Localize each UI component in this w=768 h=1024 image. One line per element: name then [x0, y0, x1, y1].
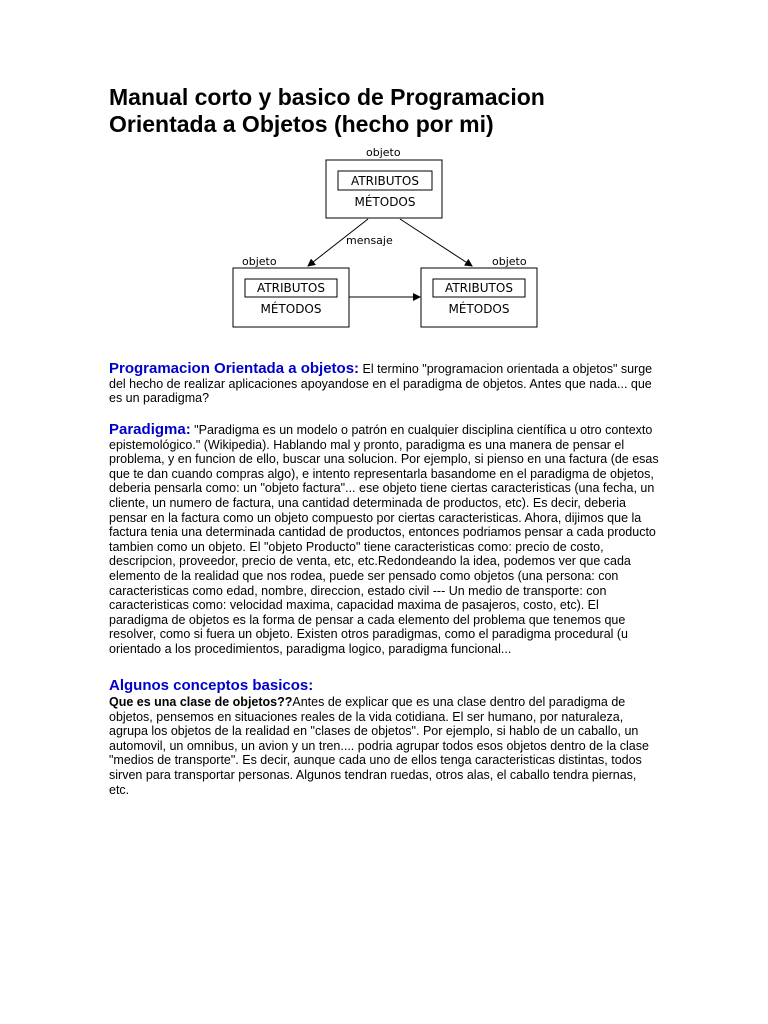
section-conceptos-body: Antes de explicar que es una clase dentro del paradigma de objetos, pensemos en situaciones reales de la vida cotidiana. El ser humano, por naturaleza, agrupa los objetos de la realidad en "clases de objetos". Por ejemplo, si hablo de un caballo, un automovil, un omnibus, un avion y un tren.... podria agrupar todos esos objetos dentro de la clase "medios de transporte". Es decir, aunque cada uno de ellos tenga caracteristicas distintas, todos sirven para transportar personas. Algunos tendran ruedas, otros alas, el caballo tendra piernas, etc.: [109, 695, 649, 797]
top-object-label: objeto: [366, 146, 401, 159]
section-poo: [109, 362, 659, 406]
left-methods-text: MÉTODOS: [260, 302, 322, 316]
section-paradigma-body: "Paradigma es un modelo o patrón en cualquier disciplina científica u otro contexto epistemológico." (Wikipedia). Hablando mal y pronto, paradigma es una manera de pensar el problema, y en funcion de ello, buscar una solucion. Por ejemplo, si pienso en una factura (de esas que te dan cuando compras algo), e intento representarla basandome en el paradigma de objetos, deberia pensarla como: un "objeto factura"... ese objeto tiene ciertas caracteristicas (una fecha, un cliente, un numero de factura, una cantidad determinada de productos, etc). Es decir, deberia pensar en la factura como un objeto compuesto por ciertas caracteristicas. Ahora, dijimos que la factura tenia una determinada cantidad de productos, entonces podriamos pensar a cada producto tambien como un objeto. El "objeto Producto" tiene caracteristicas como: precio de costo, descripcion, proveedor, precio de venta, etc, etc.Redondeando la idea, podemos ver que cada elemento de la realidad que nos rodea, puede ser pensado como objetos (una persona: con caracteristicas como edad, nombre, direccion, estado civil --- Un medio de transporte: con caracteristicas como: velocidad maxima, capacidad maxima de pasajeros, costo, etc). El paradigma de objetos es la forma de pensar a cada elemento del problema que tenemos que resolver, como si fuera un objeto. Existen otros paradigmas, como el paradigma procedural (u orientado a los procedimientos, paradigma logico, paradigma funcional...: [109, 423, 659, 656]
top-methods-text: MÉTODOS: [354, 195, 416, 209]
object-diagram: [228, 142, 548, 336]
right-methods-text: MÉTODOS: [448, 302, 510, 316]
page-title: [109, 84, 709, 138]
section-poo-body: El termino "programacion orientada a objetos" surge del hecho de realizar aplicaciones apoyandose en el paradigma de objetos. Antes que nada... que es un paradigma?: [109, 362, 653, 406]
title-line-2: Orientada a Objetos (hecho por mi): [109, 111, 494, 137]
right-attributes-text: ATRIBUTOS: [445, 281, 513, 295]
section-conceptos-heading: Algunos conceptos basicos:: [109, 677, 314, 694]
title-line-1: Manual corto y basico de Programacion: [109, 84, 545, 110]
right-object-label: objeto: [492, 255, 527, 268]
top-attributes-text: ATRIBUTOS: [351, 174, 419, 188]
section-conceptos: [109, 677, 659, 797]
section-conceptos-question: Que es una clase de objetos??: [109, 695, 293, 709]
message-label: mensaje: [346, 234, 393, 247]
left-object-label: objeto: [242, 255, 277, 268]
message-arrow-right: [400, 219, 472, 266]
section-poo-heading: Programacion Orientada a objetos:: [109, 360, 360, 377]
section-paradigma: [109, 423, 659, 657]
section-paradigma-heading: Paradigma:: [109, 421, 191, 438]
left-attributes-text: ATRIBUTOS: [257, 281, 325, 295]
